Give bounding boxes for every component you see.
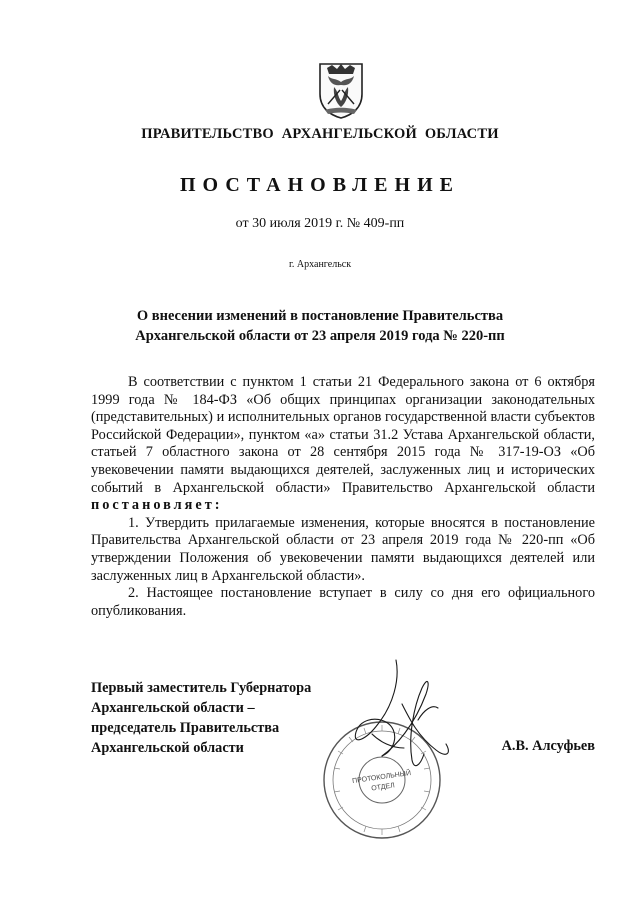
document-date-number: от 30 июля 2019 г. № 409-пп	[235, 216, 405, 231]
preamble-paragraph	[91, 374, 595, 515]
signer-position-line: Архангельской области	[91, 740, 244, 756]
stamp-center-line: ПРОТОКОЛЬНЫЙ	[351, 769, 412, 786]
signer-position-line: Первый заместитель Губернатора	[91, 680, 312, 696]
official-stamp	[300, 650, 470, 850]
signer-name: А.В. Алсуфьев	[501, 738, 595, 754]
subject-line: Архангельской области от 23 апреля 2019 года № 220-пп	[135, 328, 505, 344]
handwritten-signature	[355, 660, 448, 766]
decree-colon: :	[214, 497, 220, 514]
stamp-center-line: ОТДЕЛ	[370, 782, 396, 793]
item-2-paragraph: 2. Настоящее постановление вступает в силу со дня его официального опубликования.	[91, 585, 595, 619]
document-place: г. Архангельск	[288, 259, 352, 270]
item-1-paragraph: 1. Утвердить прилагаемые изменения, которые вносятся в постановление Правительства Архангельской области от 23 апреля 2019 года № 220-пп «Об утверждении Положения об увековечении памяти выдающихся деятелей или заслуженных лиц в Архангельской области».	[91, 514, 595, 584]
signer-position-line: председатель Правительства	[91, 720, 280, 736]
stamp-seal	[324, 722, 440, 838]
document-subject	[90, 306, 550, 346]
document-type-title: ПОСТАНОВЛЕНИЕ	[180, 174, 460, 196]
coat-of-arms-emblem	[316, 60, 366, 120]
decree-word: постановляет	[91, 497, 215, 514]
signer-position-line: Архангельской области –	[91, 700, 255, 716]
subject-line: О внесении изменений в постановление Правительства	[136, 308, 504, 324]
government-title: ПРАВИТЕЛЬСТВО АРХАНГЕЛЬСКОЙ ОБЛАСТИ	[141, 126, 499, 142]
document-body	[91, 374, 595, 620]
preamble-text: В соответствии с пунктом 1 статьи 21 Федерального закона от 6 октября 1999 года № 184-ФЗ «Об общих принципах организации законодательных (представительных) и исполнительных органов государственной власти субъектов Российской Федерации», пунктом «а» статьи 31.2 Устава Архангельской области, статьей 7 областного закона от 28 сентября 2015 года № 317-19-ОЗ «Об увековечении памяти выдающихся деятелей, заслуженных лиц и исторических событий в Архангельской области» Правительство Архангельской области	[91, 374, 595, 496]
